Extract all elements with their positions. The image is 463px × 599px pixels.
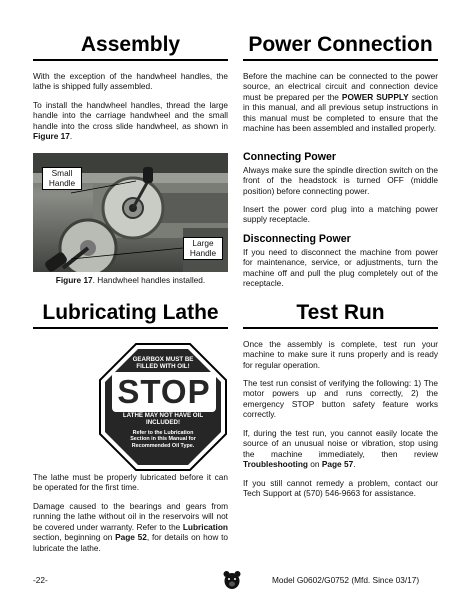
small-handle-callout: Small Handle bbox=[42, 167, 82, 190]
page-57-ref: Page 57 bbox=[321, 459, 354, 470]
assembly-paragraph-2: To install the handwheel handles, thread the large handle into the carriage handwheel and the small handle into the cross slide handwheel, as shown in Figure 17. bbox=[33, 100, 228, 142]
assembly-paragraph-1: With the exception of the handwheel handles, the lathe is shipped fully assembled. bbox=[33, 71, 228, 92]
test-run-paragraph-2: The test run consist of verifying the following: 1) The motor powers up and runs correctly, 2) the emergency STOP button safety feature works correctly. bbox=[243, 378, 438, 420]
test-run-paragraph-3: If, during the test run, you cannot easily locate the source of an unusual noise or vibration, stop using the machine immediately, then review Troubleshooting on Page 57. bbox=[243, 428, 438, 470]
power-supply-ref: POWER SUPPLY bbox=[341, 91, 409, 102]
sign-top-text: GEARBOX MUST BE FILLED WITH OIL! bbox=[132, 356, 194, 371]
troubleshooting-ref: Troubleshooting bbox=[243, 459, 308, 470]
assembly-title: Assembly bbox=[80, 33, 181, 56]
power-rule bbox=[243, 59, 438, 61]
power-paragraph-1: Before the machine can be connected to the power source, an electrical circuit and connection device must be prepared per the POWER SUPPLY section in this manual, and all previous setup instructions in this manual must be completed to ensure that the machine has been assembled and installed properly. bbox=[243, 71, 438, 134]
lubricating-paragraph-2: Damage caused to the bearings and gears from running the lathe without oil in the reservoirs will not be covered under warranty. Refer to the Lubrication section, beginning on Page 52, for details on how to lubricate the lathe. bbox=[33, 501, 228, 553]
insert-plug-paragraph: Insert the power cord plug into a matching power supply receptacle. bbox=[243, 204, 438, 225]
handwheel-photo bbox=[33, 153, 228, 272]
lubricating-paragraph-1: The lathe must be properly lubricated before it can be operated for the first time. bbox=[33, 472, 228, 493]
test-run-paragraph-4: If you still cannot remedy a problem, contact our Tech Support at (570) 546-9663 for assistance. bbox=[243, 478, 438, 499]
sign-stop-word: STOP bbox=[112, 372, 216, 412]
test-run-title: Test Run bbox=[296, 301, 385, 324]
bear-logo-icon bbox=[223, 570, 241, 590]
connecting-power-paragraph: Always make sure the spindle direction switch on the front of the headstock is turned OFF (middle position) before connecting power. bbox=[243, 165, 438, 196]
lubricating-title: Lubricating Lathe bbox=[42, 301, 219, 324]
assembly-rule bbox=[33, 59, 228, 61]
large-handle-callout: Large Handle bbox=[183, 237, 223, 260]
sign-middle-text: LATHE MAY NOT HAVE OIL INCLUDED! bbox=[122, 412, 204, 427]
test-run-paragraph-1: Once the assembly is complete, test run your machine to make sure it runs properly and is ready for regular operation. bbox=[243, 339, 438, 370]
page-52-ref: Page 52 bbox=[115, 532, 147, 543]
lubrication-ref: Lubrication bbox=[182, 521, 228, 532]
footer-model: Model G0602/G0752 (Mfd. Since 03/17) bbox=[272, 575, 420, 585]
disconnecting-power-paragraph: If you need to disconnect the machine from power for maintenance, service, or adjustments, turn the machine off and pull the plug completely out of the receptacle. bbox=[243, 247, 438, 289]
stop-sign bbox=[98, 342, 228, 472]
test-run-rule bbox=[243, 327, 438, 329]
power-title: Power Connection bbox=[248, 33, 433, 56]
sign-bottom-text: Refer to the Lubrication Section in this Manual for Recommended Oil Type. bbox=[130, 430, 196, 449]
page-number: -22- bbox=[33, 575, 48, 585]
connecting-power-heading: Connecting Power bbox=[243, 151, 336, 163]
lubricating-rule bbox=[33, 327, 228, 329]
figure-17-ref: Figure 17 bbox=[33, 131, 70, 142]
disconnecting-power-heading: Disconnecting Power bbox=[243, 233, 351, 245]
figure-17-caption: Figure 17. Handwheel handles installed. bbox=[55, 275, 206, 285]
